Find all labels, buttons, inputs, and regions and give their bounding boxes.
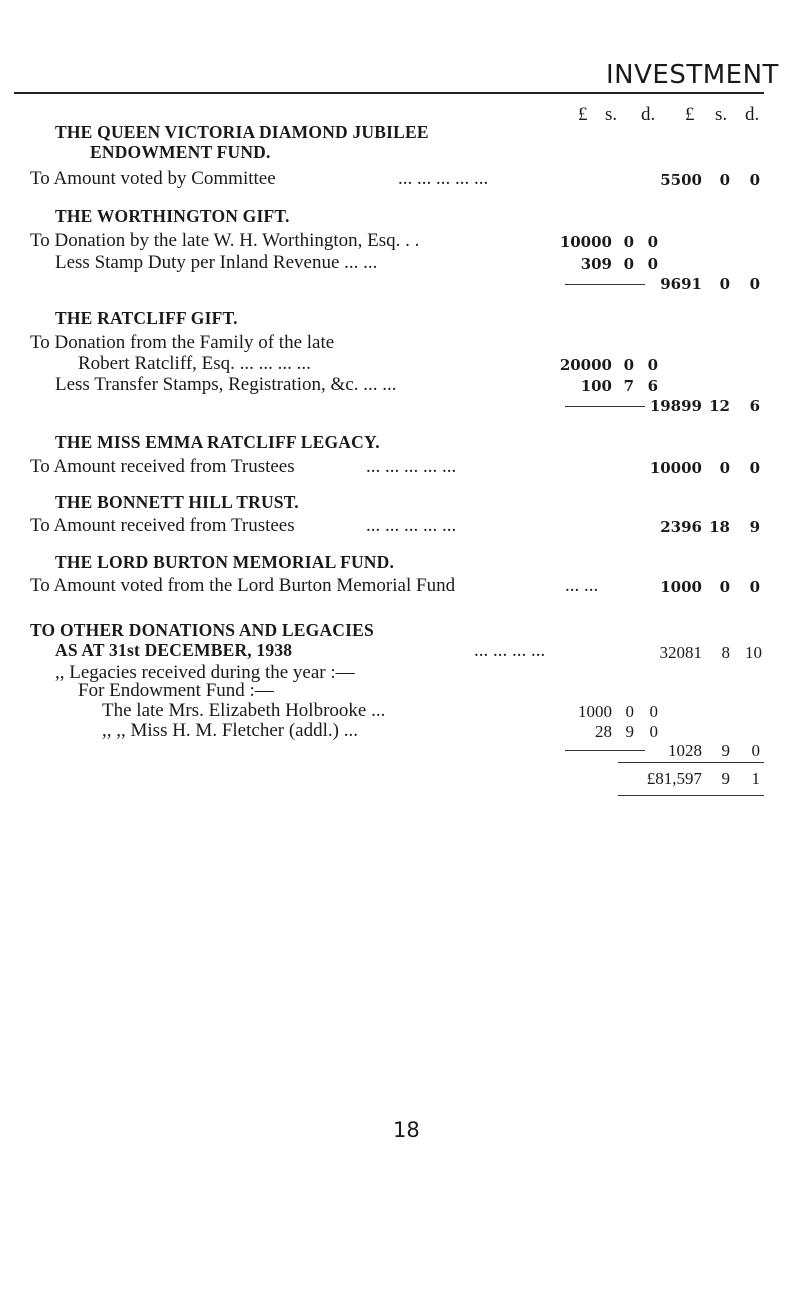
total-shillings: 0 [719,275,730,293]
total-pounds: 19899 [649,397,702,415]
outer-shillings-header: s. [715,104,728,125]
total-shillings: 9 [721,741,730,760]
inner-shillings: 0 [623,255,634,273]
inner-pence: 0 [649,722,658,741]
grand-total-rule-top [618,762,764,763]
total-pence: 10 [745,643,762,662]
subtotal-rule [565,406,645,407]
outer-pence-header: d. [745,104,760,125]
inner-pounds: 10000 [559,233,612,251]
inner-pounds: 309 [580,255,612,273]
inner-pence: 0 [647,356,658,374]
leader-dots: ... ... ... ... ... [366,456,457,477]
line-label: To Amount received from Trustees [30,456,295,477]
inner-shillings: 0 [623,356,634,374]
total-pence: 0 [749,459,760,477]
inner-pounds: 20000 [559,356,612,374]
inner-pence: 0 [647,255,658,273]
line-label: To Amount voted from the Lord Burton Memorial Fund [30,575,456,596]
line-label: To Amount voted by Committee [30,168,276,189]
inner-shillings: 0 [625,702,634,721]
inner-pounds: 1000 [578,702,612,721]
section-title: THE MISS EMMA RATCLIFF LEGACY. [55,432,380,452]
line-label: To Donation by the late W. H. Worthington, Esq. . . [30,230,420,251]
inner-shillings: 0 [623,233,634,251]
page-number: 18 [393,1118,420,1142]
section-title: THE QUEEN VICTORIA DIAMOND JUBILEE [55,122,429,142]
total-shillings: 0 [719,171,730,189]
inner-pounds: 28 [595,722,612,741]
grand-total-pence: 1 [751,769,760,788]
line-label: The late Mrs. Elizabeth Holbrooke ... [102,700,386,721]
line-label: ,, Legacies received during the year :— [55,662,355,683]
total-pounds: 2396 [660,518,702,536]
line-label: For Endowment Fund :— [78,680,274,701]
section-title: THE BONNETT HILL TRUST. [55,492,299,512]
section-title-cont: ENDOWMENT FUND. [90,142,271,162]
section-title-cont: AS AT 31st DECEMBER, 1938 [55,640,293,660]
line-label: To Amount received from Trustees [30,515,295,536]
line-label: Robert Ratcliff, Esq. ... ... ... ... [78,353,311,374]
total-pence: 9 [749,518,760,536]
grand-total-rule-bottom [618,795,764,796]
inner-pence-header: d. [641,104,656,125]
grand-total-pounds: £81,597 [646,769,702,788]
total-pounds: 10000 [649,459,702,477]
total-shillings: 0 [719,459,730,477]
inner-shillings-header: s. [605,104,618,125]
total-pounds: 5500 [660,171,702,189]
total-pence: 0 [749,171,760,189]
leader-dots: ... ... [565,575,599,596]
section-title: THE WORTHINGTON GIFT. [55,206,290,226]
total-pence: 6 [749,397,760,415]
total-pence: 0 [751,741,760,760]
inner-pence: 0 [647,233,658,251]
inner-shillings: 7 [623,377,634,395]
inner-shillings: 9 [625,722,634,741]
outer-pounds-header: £ [685,104,695,125]
total-pence: 0 [749,578,760,596]
total-shillings: 18 [709,518,730,536]
inner-pounds-header: £ [578,104,588,125]
total-pounds: 9691 [660,275,702,293]
inner-pence: 0 [649,702,658,721]
total-shillings: 8 [721,643,730,662]
total-pounds: 1028 [668,741,702,760]
line-label: Less Stamp Duty per Inland Revenue ... ... [55,252,378,273]
header-rule [14,92,764,94]
total-pence: 0 [749,275,760,293]
grand-total-shillings: 9 [721,769,730,788]
leader-dots: ... ... ... ... [474,640,546,661]
inner-pounds: 100 [580,377,612,395]
total-pounds: 32081 [659,643,702,662]
leader-dots: ... ... ... ... ... [366,515,457,536]
subtotal-rule [565,284,645,285]
line-label: ,, ,, Miss H. M. Fletcher (addl.) ... [102,720,358,741]
inner-pence: 6 [647,377,658,395]
line-label: Less Transfer Stamps, Registration, &c. ... ... [55,374,397,395]
total-pounds: 1000 [660,578,702,596]
total-shillings: 0 [719,578,730,596]
subtotal-rule [565,750,645,751]
section-title: TO OTHER DONATIONS AND LEGACIES [30,620,374,640]
leader-dots: ... ... ... ... ... [398,168,489,189]
total-shillings: 12 [709,397,730,415]
page-header: INVESTMENT [606,60,779,90]
section-title: THE RATCLIFF GIFT. [55,308,238,328]
line-label: To Donation from the Family of the late [30,332,335,353]
section-title: THE LORD BURTON MEMORIAL FUND. [55,552,395,572]
